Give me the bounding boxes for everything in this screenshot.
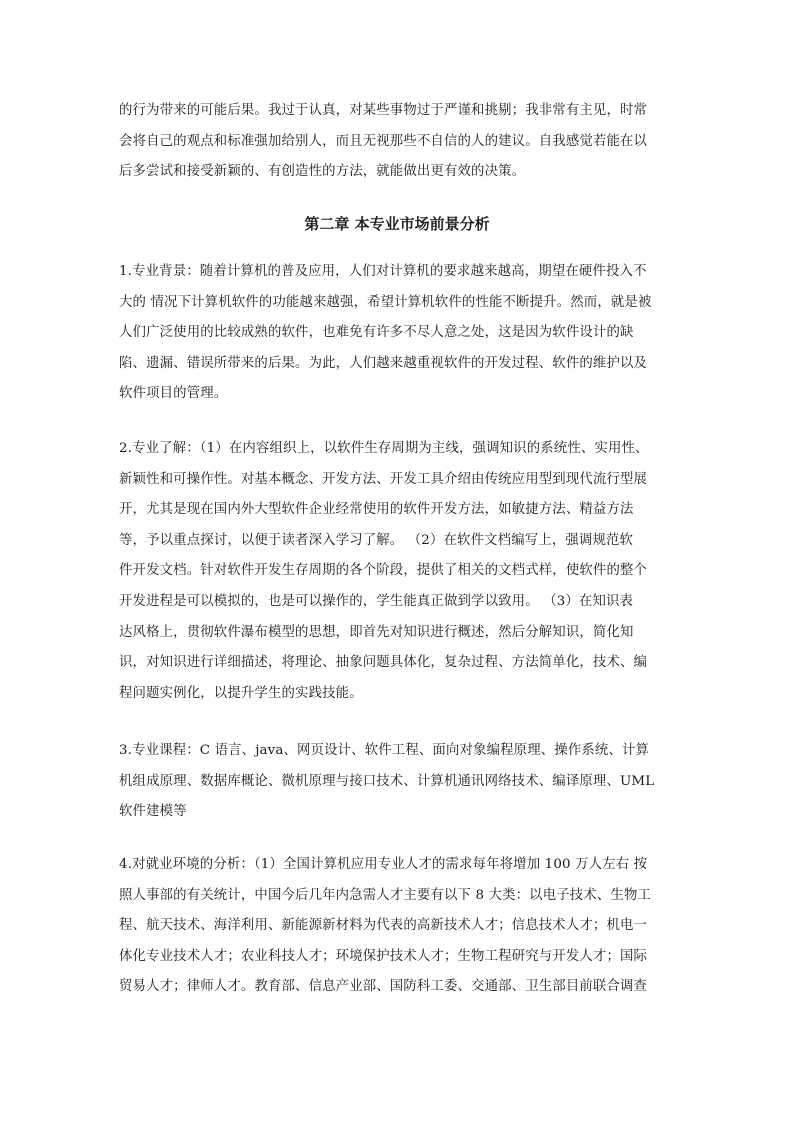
text-line: 人们广泛使用的比较成熟的软件，也难免有许多不尽人意之处，这是因为软件设计的缺 [119, 325, 634, 341]
text-line: 3.专业课程：C 语言、java、网页设计、软件工程、面向对象编程原理、操作系统、计算 [119, 743, 650, 758]
text-line: 程、航天技术、海洋利用、新能源新材料为代表的高新技术人才；信息技术人才；机电一 [119, 918, 648, 934]
intro-paragraph [119, 96, 675, 188]
text-line: 程问题实例化，以提升学生的实践技能。 [119, 685, 363, 701]
section-employment [119, 850, 675, 1003]
text-line: 机组成原理、数据库概论、微机原理与接口技术、计算机通讯网络技术、编译原理、UML [119, 773, 655, 789]
text-line: 1.专业背景：随着计算机的普及应用，人们对计算机的要求越来越高，期望在硬件投入不 [119, 264, 647, 279]
section-understanding [119, 434, 675, 709]
text-line: 的行为带来的可能后果。我过于认真，对某些事物过于严谨和挑剔；我非常有主见，时常 [119, 103, 648, 118]
text-line: 照人事部的有关统计，中国今后几年内急需人才主要有以下 8 大类：以电子技术、生物工 [119, 887, 652, 903]
text-line: 件开发文档。针对软件开发生存周期的各个阶段，提供了相关的文档式样，使软件的整个 [119, 563, 648, 579]
text-line: 软件项目的管理。 [119, 386, 228, 402]
text-line: 贸易人才；律师人才。教育部、信息产业部、国防科工委、交通部、卫生部目前联合调查 [119, 979, 648, 995]
text-line: 识，对知识进行详细描述，将理论、抽象问题具体化，复杂过程、方法简单化，技术、编 [119, 655, 648, 671]
text-line: 软件建模等 [119, 804, 187, 820]
text-line: 体化专业技术人才；农业科技人才；环境保护技术人才；生物工程研究与开发人才；国际 [119, 948, 648, 964]
text-line: 等，予以重点探讨，以便于读者深入学习了解。 （2）在软件文档编写上，强调规范软 [119, 532, 634, 548]
text-line: 4.对就业环境的分析：（1）全国计算机应用专业人才的需求每年将增加 100 万人左右 按 [119, 857, 648, 872]
text-line: 会将自己的观点和标准强加给别人，而且无视那些不自信的人的建议。自我感觉若能在以 [119, 133, 648, 149]
chapter-heading: 第二章 本专业市场前景分析 [304, 215, 490, 233]
text-line: 开发进程是可以模拟的，也是可以操作的，学生能真正做到学以致用。 （3）在知识表 [119, 593, 634, 609]
text-line: 达风格上，贯彻软件瀑布模型的思想，即首先对知识进行概述，然后分解知识，简化知 [119, 624, 634, 640]
text-line: 陷、遗漏、错误所带来的后果。为此，人们越来越重视软件的开发过程、软件的维护以及 [119, 355, 648, 371]
text-line: 后多尝试和接受新颖的、有创造性的方法，就能做出更有效的决策。 [119, 164, 526, 180]
text-line: 新颖性和可操作性。对基本概念、开发方法、开发工具介绍由传统应用型到现代流行型展 [119, 471, 648, 487]
text-line: 大的 情况下计算机软件的功能越来越强，希望计算机软件的性能不断提升。然而，就是被 [119, 294, 652, 310]
section-background [119, 257, 675, 410]
section-courses [119, 736, 675, 828]
text-line: 开，尤其是现在国内外大型软件企业经常使用的软件开发方法，如敏捷方法、精益方法 [119, 502, 634, 518]
text-line: 2.专业了解：（1）在内容组织上，以软件生存周期为主线，强调知识的系统性、实用性、 [119, 441, 649, 456]
